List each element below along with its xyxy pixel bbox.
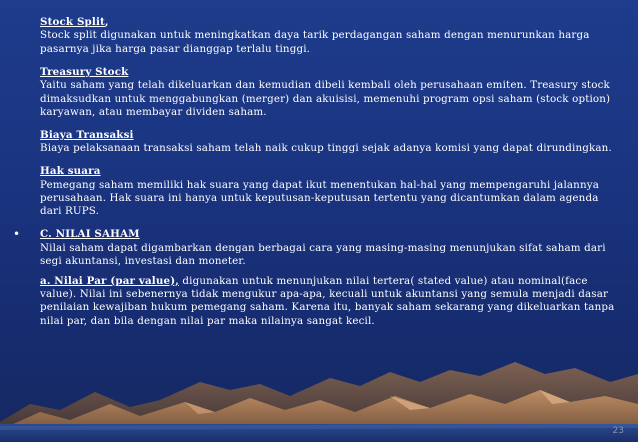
section-biaya-transaksi (40, 129, 620, 156)
section-text: Pemegang saham memiliki hak suara yang dapat ikut menentukan hal-hal yang mempengaruhi jalannya perusahaan. Hak suara ini hanya untuk keputusan-keputusan tertentu yang dicantumkan dalam agenda dari RUPS. (40, 178, 600, 218)
heading-text: Hak suara (40, 165, 101, 178)
section-heading (40, 165, 620, 178)
heading-suffix: , (104, 16, 109, 28)
bullet-nilai-saham (13, 227, 620, 328)
section-text: Yaitu saham yang telah dikeluarkan dan kemudian dibeli kembali oleh perusahaan emiten. Treasury stock dimaksudkan untuk menggabungkan (merger) dan akuisisi, memenuhi program opsi saham (stock option) karyawan, atau membayar dividen saham. (40, 79, 611, 118)
slide-content (13, 16, 620, 338)
heading-text: Biaya Transaksi (40, 128, 134, 141)
section-heading (40, 66, 620, 79)
bullet-text: Nilai saham dapat digambarkan dengan berbagai cara yang masing-masing menunjukan sifat saham dari segi akuntansi, investasi dan moneter. (40, 241, 606, 268)
par-value-text: digunakan untuk menunjukan nilai tertera( stated value) atau nominal(face value). Nilai ini sebenernya tidak mengukur apa-apa, kecuali untuk akuntansi yang semula menjadi dasar penilaian kewajiban hukum pemegang saham. Karena itu, banyak saham sekarang yang dikeluarkan tanpa nilai par, dan bila dengan nilai par maka nilainya sangat kecil. (40, 274, 615, 327)
section-heading (40, 16, 620, 29)
section-text: Stock split digunakan untuk meningkatkan daya tarik perdagangan saham dengan menurunkan harga pasarnya jika harga pasar dianggap terlalu tinggi. (40, 29, 590, 55)
page-number: 23 (612, 426, 624, 436)
bullet-dot-icon: • (13, 227, 21, 242)
section-hak-suara (40, 165, 620, 219)
heading-text: Treasury Stock (40, 65, 129, 78)
heading-text: C. NILAI SAHAM (40, 228, 140, 241)
section-stock-split (40, 16, 620, 56)
heading-text: Stock Split (40, 16, 105, 28)
par-value-paragraph (40, 275, 620, 329)
section-text: Biaya pelaksanaan transaksi saham telah naik cukup tinggi sejak adanya komisi yang dapat dirundingkan. (40, 142, 612, 155)
section-treasury-stock (40, 66, 620, 120)
par-value-heading: a. Nilai Par (par value), (40, 274, 179, 287)
bullet-heading (40, 228, 620, 241)
section-heading (40, 129, 620, 142)
